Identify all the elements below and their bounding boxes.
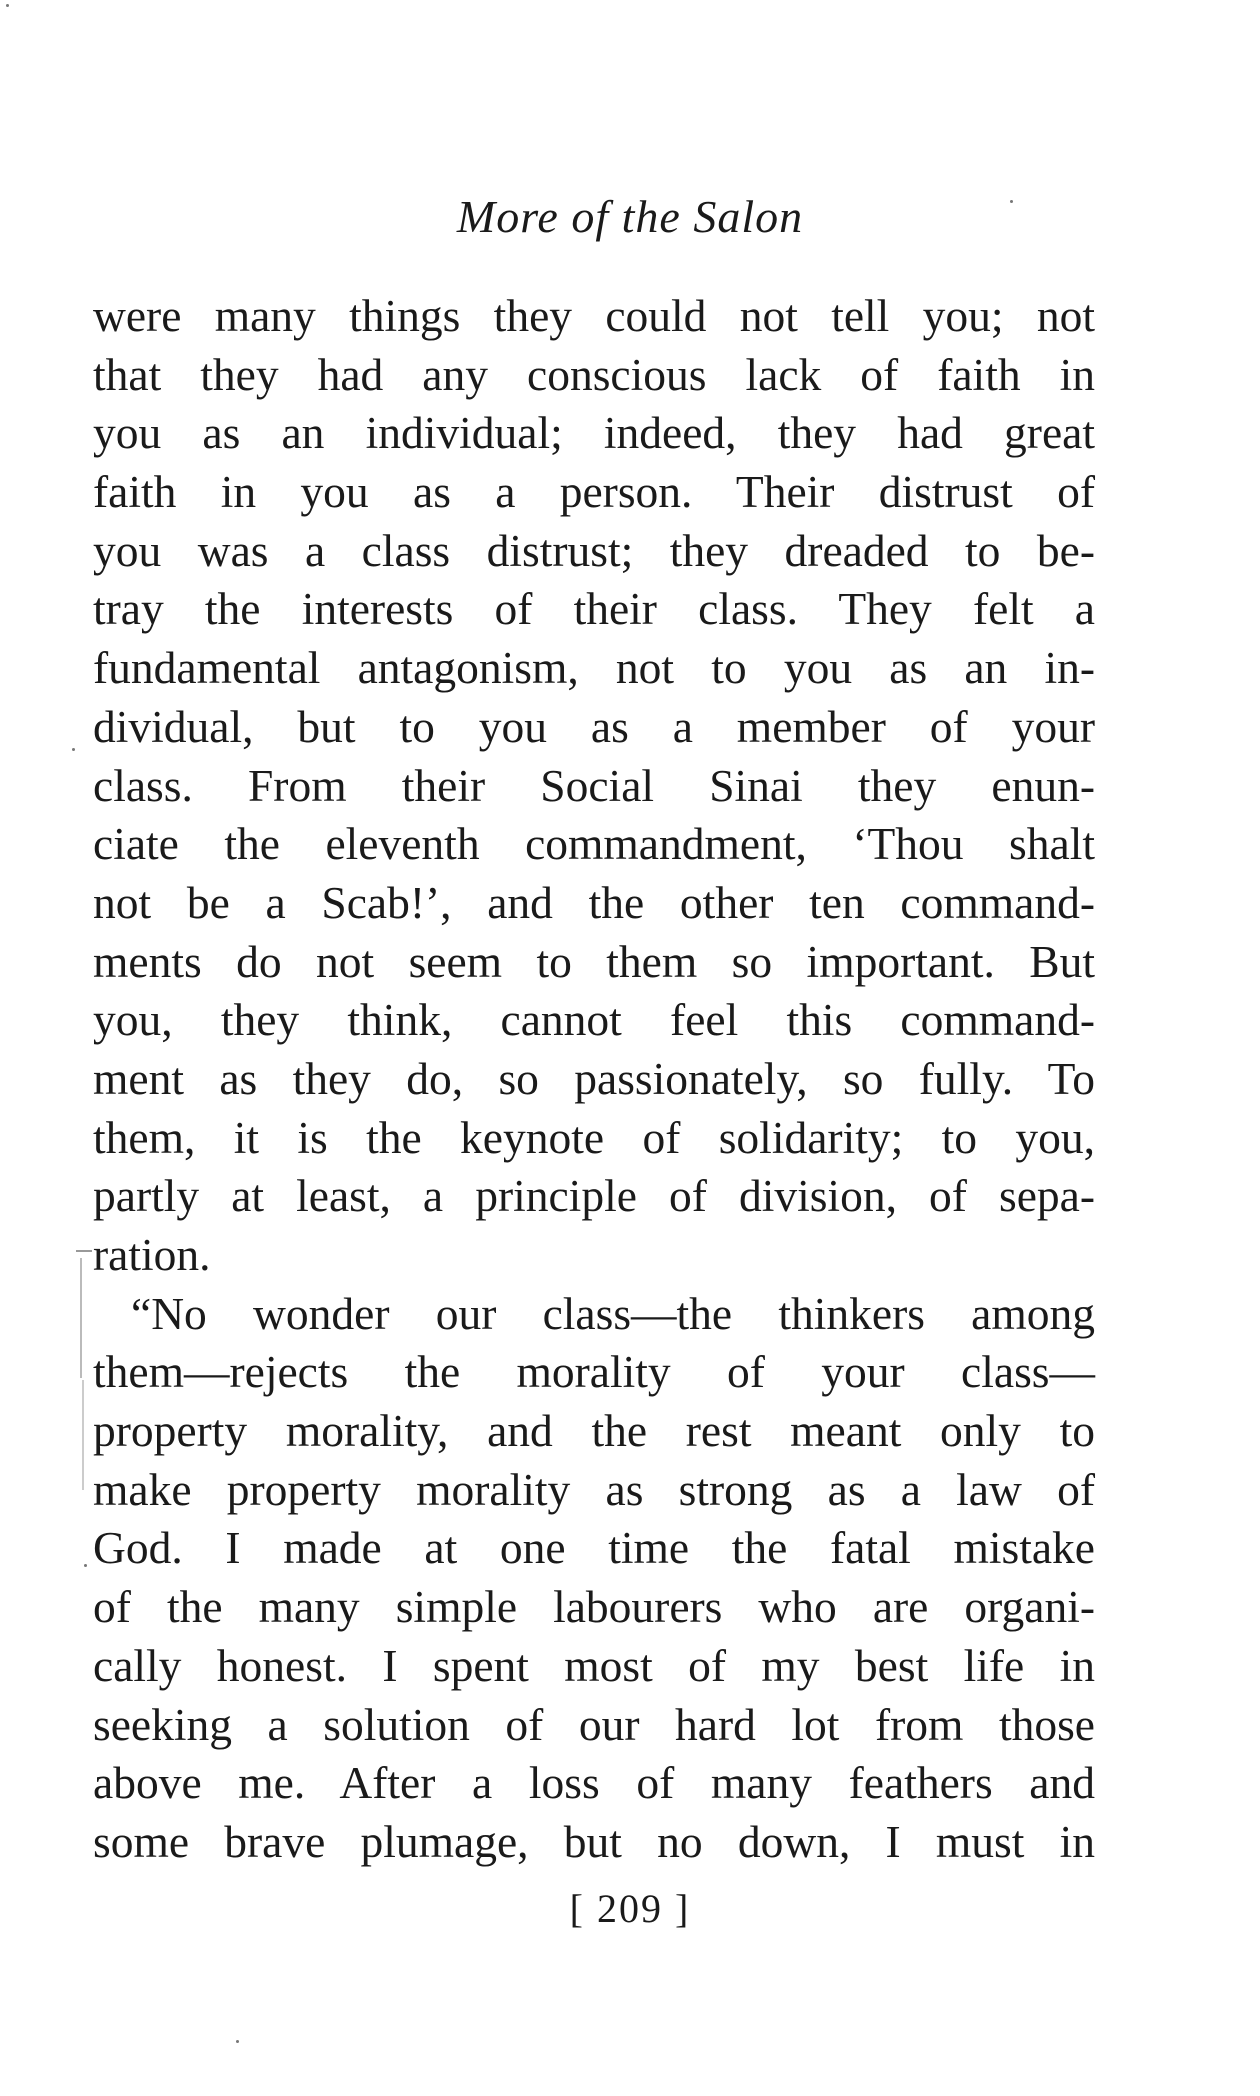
text-line: fundamental antagonism, not to you as an in- [93, 642, 1095, 694]
paragraph-2 [93, 1285, 1095, 1872]
running-head: More of the Salon [456, 191, 804, 242]
text-line: partly at least, a principle of division, of sepa- [93, 1170, 1095, 1222]
text-line: were many things they could not tell you; not [93, 290, 1095, 341]
text-line: that they had any conscious lack of faith in [93, 348, 1095, 400]
text-line: you, they think, cannot feel this command- [93, 994, 1095, 1046]
margin-pencil-mark [76, 1250, 92, 1252]
text-line: “No wonder our class—the thinkers among [131, 1287, 1095, 1339]
text-line: dividual, but to you as a member of your [93, 700, 1095, 752]
text-line: tray the interests of their class. They felt a [93, 583, 1095, 635]
text-line: ment as they do, so passionately, so fully. To [93, 1052, 1095, 1104]
text-line: of the many simple labourers who are organi- [93, 1581, 1095, 1633]
scan-speck [236, 2040, 239, 2043]
margin-pencil-mark [82, 1380, 84, 1490]
text-line: some brave plumage, but no down, I must in [93, 1815, 1095, 1867]
text-line: you as an individual; indeed, they had great [93, 407, 1095, 459]
scan-speck [6, 4, 9, 7]
text-line: not be a Scab!’, and the other ten command- [93, 876, 1095, 928]
text-line: ration. [93, 1229, 211, 1280]
text-line: faith in you as a person. Their distrust of [93, 466, 1095, 518]
text-line: make property morality as strong as a law of [93, 1463, 1095, 1515]
text-line: them, it is the keynote of solidarity; to you, [93, 1111, 1095, 1163]
text-line: ments do not seem to them so important. But [93, 935, 1095, 987]
body-text [93, 287, 1095, 1872]
text-line: property morality, and the rest meant only to [93, 1405, 1095, 1457]
text-line: cally honest. I spent most of my best life in [93, 1639, 1095, 1691]
text-line: them—rejects the morality of your class— [93, 1346, 1095, 1398]
page-number: [ 209 ] [569, 1886, 691, 1931]
paragraph-1 [93, 287, 1095, 1285]
scan-speck [72, 748, 75, 751]
scan-speck [1010, 200, 1013, 203]
text-line: class. From their Social Sinai they enun- [93, 759, 1095, 811]
text-line: you was a class distrust; they dreaded to be- [93, 524, 1095, 576]
text-line: ciate the eleventh commandment, ‘Thou shalt [93, 818, 1095, 870]
scan-speck [84, 1564, 87, 1567]
margin-pencil-mark [80, 1258, 82, 1378]
text-line: God. I made at one time the fatal mistake [93, 1522, 1095, 1574]
text-line: above me. After a loss of many feathers and [93, 1757, 1095, 1809]
text-line: seeking a solution of our hard lot from those [93, 1698, 1095, 1750]
